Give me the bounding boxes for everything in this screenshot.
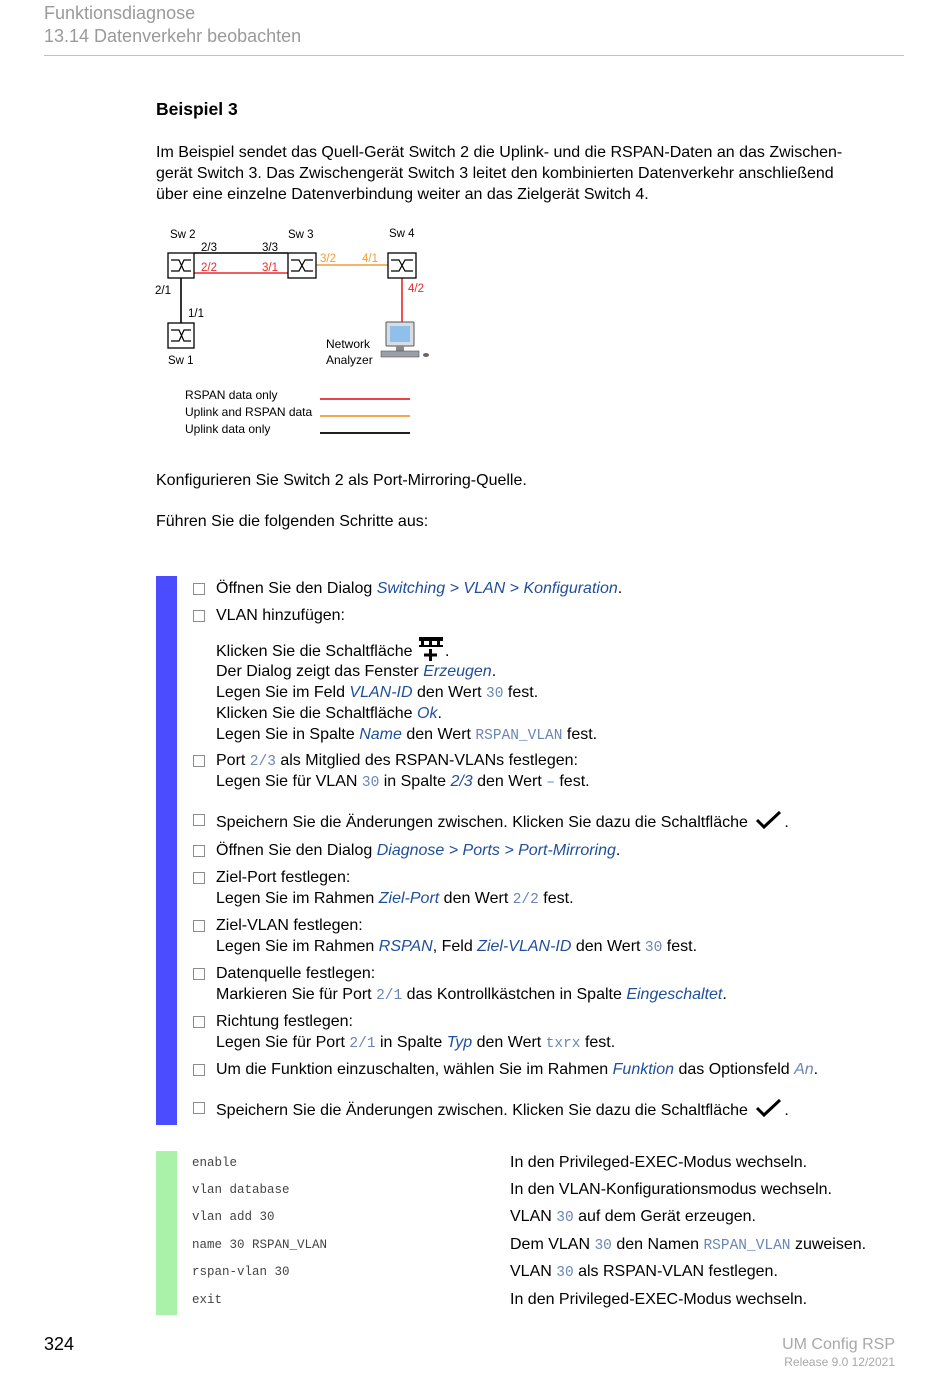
dialog-path: Diagnose > Ports > Port-Mirroring	[376, 842, 616, 859]
step-checkbox[interactable]	[193, 610, 205, 622]
legend-label-combined: Uplink and RSPAN data	[185, 405, 313, 419]
step-direction-title: Richtung festlegen:	[216, 1013, 353, 1030]
cli-steps-marker	[156, 1151, 177, 1315]
port-label: 4/2	[408, 283, 424, 295]
step-checkbox[interactable]	[193, 968, 205, 980]
cli-description: In den VLAN-Konfigurationsmodus wechseln.	[510, 1181, 832, 1198]
network-diagram	[150, 220, 440, 445]
cli-command: enable	[192, 1156, 238, 1170]
step-enable-function: Um die Funktion einzuschalten, wählen Sie im Rahmen Funktion das Optionsfeld An.	[216, 1061, 819, 1078]
intro-line: gerät Switch 3. Das Zwischengerät Switch 3 leitet den kombinierten Datenverkehr anschließend	[156, 165, 834, 182]
switch-icon	[168, 253, 194, 278]
step-source-line: Markieren Sie für Port 2/1 das Kontrollkästchen in Spalte Eingeschaltet.	[216, 986, 727, 1004]
cli-command: rspan-vlan 30	[192, 1265, 290, 1279]
step-dest-port-line: Legen Sie im Rahmen Ziel-Port den Wert 2/2 fest.	[216, 890, 574, 908]
step-checkbox[interactable]	[193, 1016, 205, 1028]
analyzer-label-line1: Network	[326, 337, 371, 351]
sw3-label: Sw 3	[288, 229, 314, 241]
step-port-member: Port 2/3 als Mitglied des RSPAN-VLANs festlegen:	[216, 752, 578, 770]
intro-line: über eine einzelne Datenverbindung weiter an das Zielgerät Switch 4.	[156, 186, 649, 203]
page-number: 324	[44, 1334, 75, 1354]
switch-icon	[168, 323, 194, 348]
chapter-title: Funktionsdiagnose	[44, 3, 196, 23]
step-dest-vlan-line: Legen Sie im Rahmen RSPAN, Feld Ziel-VLAN-ID den Wert 30 fest.	[216, 938, 698, 956]
step-port-member-line: Legen Sie für VLAN 30 in Spalte 2/3 den Wert – fest.	[216, 773, 590, 791]
document-name: UM Config RSP	[782, 1336, 895, 1353]
intro-line: Im Beispiel sendet das Quell-Gerät Switch 2 die Uplink- und die RSPAN-Daten an das Zwischen-	[156, 144, 843, 161]
cli-command: name 30 RSPAN_VLAN	[192, 1238, 328, 1252]
sw2-label: Sw 2	[170, 229, 196, 241]
port-label: 1/1	[188, 308, 204, 320]
step-checkbox[interactable]	[193, 1102, 205, 1114]
analyzer-label-line2: Analyzer	[326, 353, 373, 367]
cli-command: vlan add 30	[192, 1210, 275, 1224]
step-dest-vlan-title: Ziel-VLAN festlegen:	[216, 917, 363, 934]
network-analyzer-icon	[381, 322, 429, 357]
checkmark-icon[interactable]	[754, 809, 784, 831]
config-sentence: Konfigurieren Sie Switch 2 als Port-Mirroring-Quelle.	[156, 472, 527, 489]
port-label: 3/3	[262, 242, 278, 254]
checkmark-icon[interactable]	[754, 1097, 784, 1119]
step-add-vlan-line: Klicken Sie die Schaltfläche .	[216, 636, 449, 662]
add-vlan-icon	[417, 636, 445, 662]
intro-paragraph	[156, 142, 901, 205]
legend-label-uplink: Uplink data only	[185, 422, 271, 436]
step-checkbox[interactable]	[193, 583, 205, 595]
step-save-1: Speichern Sie die Änderungen zwischen. Klicken Sie dazu die Schaltfläche .	[216, 809, 789, 833]
cli-description: In den Privileged-EXEC-Modus wechseln.	[510, 1291, 808, 1308]
port-label: 2/1	[155, 285, 171, 297]
header-divider	[44, 55, 904, 56]
step-checkbox[interactable]	[193, 814, 205, 826]
cli-description: VLAN 30 auf dem Gerät erzeugen.	[510, 1208, 756, 1226]
step-dest-port-title: Ziel-Port festlegen:	[216, 869, 351, 886]
port-label: 3/2	[320, 253, 336, 265]
port-label: 4/1	[362, 253, 378, 265]
cli-command: exit	[192, 1293, 223, 1307]
cli-command: vlan database	[192, 1183, 290, 1197]
gui-steps-marker	[156, 576, 177, 1125]
step-source-title: Datenquelle festlegen:	[216, 965, 376, 982]
legend-label-rspan: RSPAN data only	[185, 388, 278, 402]
sw1-label: Sw 1	[168, 355, 194, 367]
step-checkbox[interactable]	[193, 1064, 205, 1076]
port-label: 2/2	[201, 262, 217, 274]
port-label: 3/1	[262, 262, 278, 274]
cli-description: VLAN 30 als RSPAN-VLAN festlegen.	[510, 1263, 778, 1281]
steps-sentence: Führen Sie die folgenden Schritte aus:	[156, 513, 429, 530]
switch-icon	[388, 253, 416, 278]
step-checkbox[interactable]	[193, 755, 205, 767]
cli-description: Dem VLAN 30 den Namen RSPAN_VLAN zuweisen.	[510, 1236, 867, 1254]
step-add-vlan-title: VLAN hinzufügen:	[216, 607, 345, 624]
step-checkbox[interactable]	[193, 845, 205, 857]
step-open-mirroring-dialog: Öffnen Sie den Dialog Diagnose > Ports > Port-Mirroring.	[216, 842, 621, 859]
cli-description: In den Privileged-EXEC-Modus wechseln.	[510, 1154, 808, 1171]
step-add-vlan-line: Legen Sie im Feld VLAN-ID den Wert 30 fest.	[216, 684, 539, 702]
section-title: 13.14 Datenverkehr beobachten	[44, 26, 302, 46]
step-add-vlan-line: Der Dialog zeigt das Fenster Erzeugen.	[216, 663, 497, 680]
step-direction-line: Legen Sie für Port 2/1 in Spalte Typ den Wert txrx fest.	[216, 1034, 616, 1052]
step-add-vlan-line: Klicken Sie die Schaltfläche Ok.	[216, 705, 442, 722]
port-label: 2/3	[201, 242, 217, 254]
dialog-path: Switching > VLAN > Konfiguration	[376, 580, 618, 597]
release-info: Release 9.0 12/2021	[784, 1355, 895, 1369]
example-title: Beispiel 3	[156, 99, 238, 119]
step-save-2: Speichern Sie die Änderungen zwischen. Klicken Sie dazu die Schaltfläche .	[216, 1097, 789, 1121]
step-add-vlan-line: Legen Sie in Spalte Name den Wert RSPAN_VLAN fest.	[216, 726, 598, 744]
sw4-label: Sw 4	[389, 228, 415, 240]
switch-icon	[288, 253, 316, 278]
step-checkbox[interactable]	[193, 920, 205, 932]
step-checkbox[interactable]	[193, 872, 205, 884]
step-open-vlan-dialog: Öffnen Sie den Dialog Switching > VLAN > Konfiguration.	[216, 580, 623, 597]
